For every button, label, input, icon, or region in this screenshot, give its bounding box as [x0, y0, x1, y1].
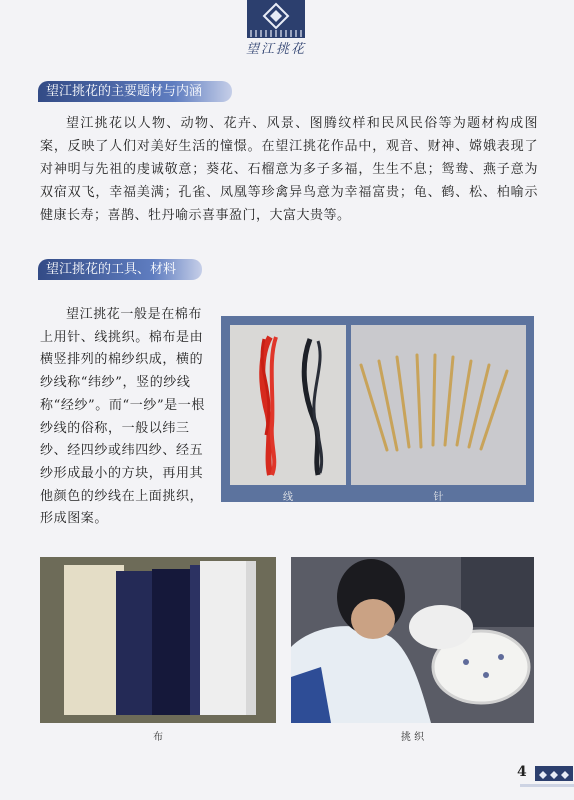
page-number: 4 — [517, 764, 527, 780]
footer-pattern-icon — [535, 766, 573, 778]
caption-needle: 针 — [433, 492, 444, 503]
needle-photo — [351, 325, 526, 485]
cloth-image — [40, 557, 276, 723]
themes-paragraph: 望江挑花以人物、动物、花卉、风景、图腾纹样和民风民俗等为题材构成图案，反映了人们对美好生活的憧憬。在望江挑花作品中，观音、财神、嫦娥表现了对神明与先祖的虔诚敬意；葵花、石榴意为多子多福，生生不息；鸳鸯、燕子意为双宿双飞，幸福美满；孔雀、凤凰等珍禽异鸟意为幸福富贵；龟、鹤、松、柏喻示健康长寿；喜鹊、牡丹喻示喜事盈门，大富大贵等。 — [40, 116, 538, 223]
caption-cloth: 布 — [153, 732, 163, 743]
pattern-icon — [247, 0, 305, 38]
thread-photo — [230, 325, 346, 485]
brand-title: 望江挑花 — [245, 42, 306, 57]
section-heading-tools: 望江挑花的工具、材料 — [38, 259, 202, 280]
footer-divider — [520, 784, 574, 787]
cloth-photo — [40, 557, 276, 723]
needle-image — [351, 325, 526, 485]
header-emblem — [247, 0, 305, 38]
caption-thread: 线 — [283, 492, 293, 503]
weaving-photo — [291, 557, 534, 723]
weaving-image — [291, 557, 534, 723]
caption-weaving: 挑 织 — [400, 732, 425, 743]
section-heading-themes: 望江挑花的主要题材与内涵 — [38, 81, 232, 102]
thread-image — [230, 325, 346, 485]
tools-photo-panel — [221, 316, 534, 502]
tools-paragraph: 望江挑花一般是在棉布上用针、线挑织。棉布是由横竖排列的棉纱织成，横的纱线称“纬纱”，竖的纱线称“经纱”。而“一纱”是一根纱线的俗称，一般以纬三纱、经四纱或纬四纱、经五纱形成最小的方块，再用其他颜色的纱线在上面挑织，形成图案。 — [40, 307, 205, 527]
